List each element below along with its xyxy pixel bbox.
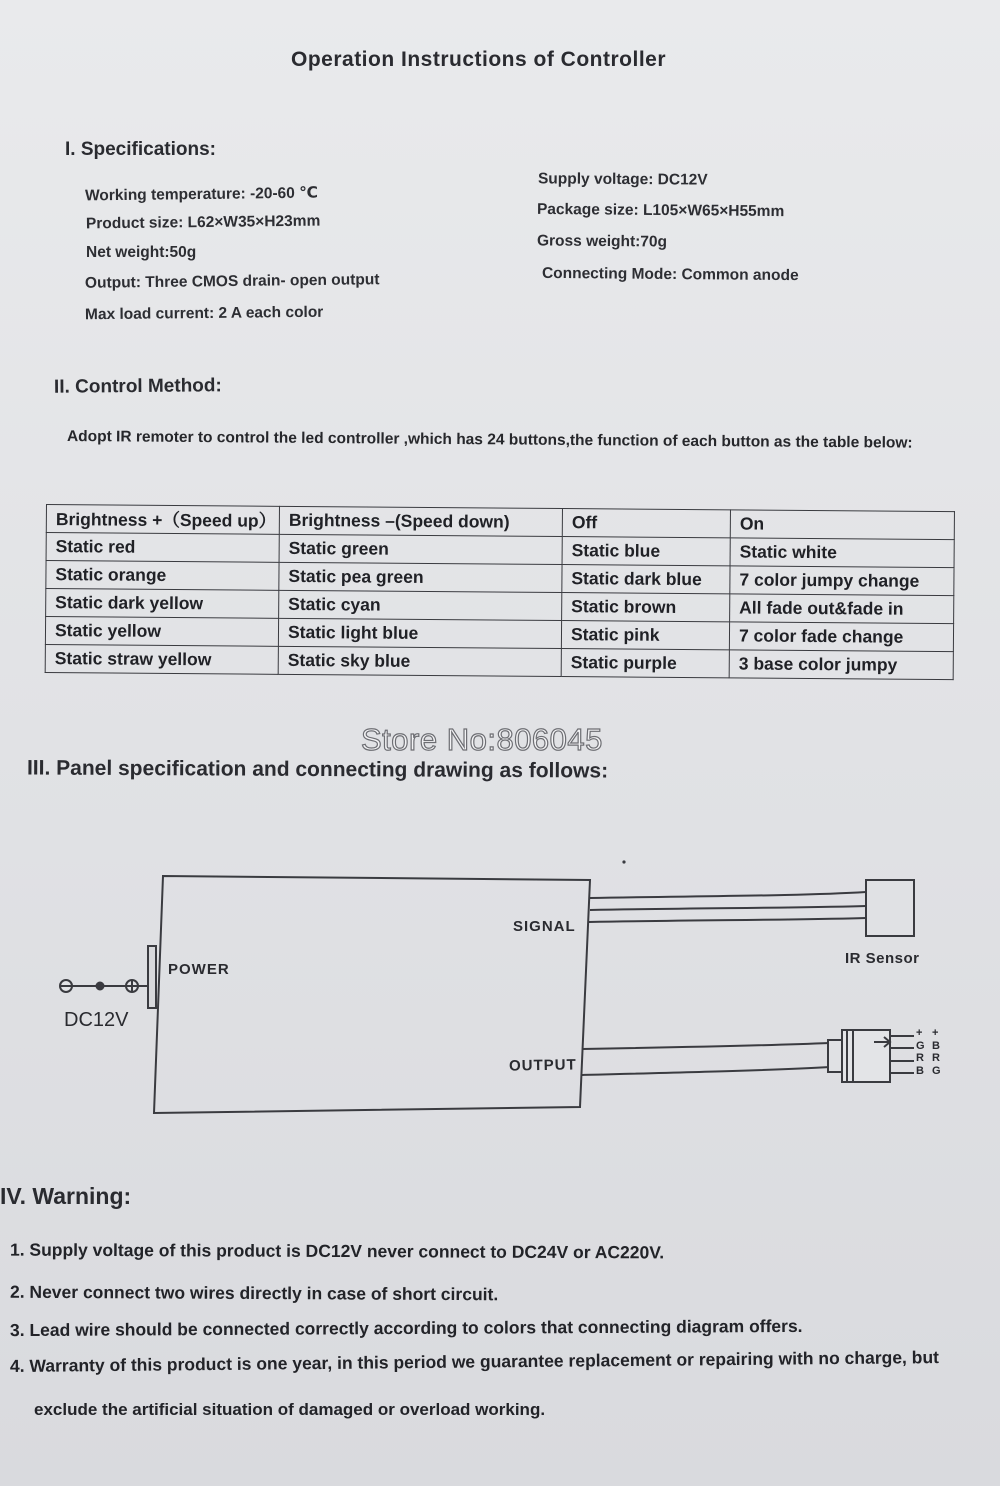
dc12v-label: DC12V	[64, 1009, 129, 1031]
spec-working-temperature: Working temperature: -20-60 ℃	[84, 184, 319, 205]
pin-label: R	[932, 1052, 940, 1064]
warning-item: 3. Lead wire should be connected correctly according to colors that connecting diagram offers.	[9, 1315, 803, 1341]
spec-net-weight: Net weight:50g	[86, 244, 197, 261]
table-cell: 7 color jumpy change	[730, 566, 954, 596]
controller-box	[154, 876, 590, 1113]
table-cell: Static light blue	[278, 618, 561, 648]
spec-max-load-current: Max load current: 2 A each color	[84, 303, 324, 324]
table-cell: Static green	[279, 534, 562, 564]
table-cell: Off	[562, 509, 730, 538]
table-cell: Static pink	[561, 621, 729, 650]
table-cell: Static cyan	[279, 590, 562, 620]
signal-wire-2	[590, 906, 866, 910]
warning-item: 4. Warranty of this product is one year, in this period we guarantee replacement or repairing with no charge, but	[9, 1347, 940, 1376]
output-plug-collar	[828, 1040, 842, 1072]
warning-item-continued: exclude the artificial situation of damaged or overload working.	[34, 1400, 546, 1419]
output-cable-bottom	[581, 1067, 830, 1075]
ir-sensor-label: IR Sensor	[845, 950, 920, 967]
warning-item: 2. Never connect two wires directly in case of short circuit.	[9, 1281, 499, 1305]
table-cell: Static dark blue	[562, 565, 730, 594]
control-method-intro: Adopt IR remoter to control the led controller ,which has 24 buttons,the function of each button as the table below:	[66, 428, 913, 452]
pin-label: B	[916, 1064, 924, 1077]
spec-gross-weight: Gross weight:70g	[536, 232, 668, 251]
table-cell: 3 base color jumpy	[729, 650, 953, 680]
power-label: POWER	[168, 961, 230, 978]
pin-label: G	[932, 1064, 941, 1077]
table-cell: Static red	[46, 533, 279, 563]
table-cell: Static yellow	[45, 617, 278, 647]
pin-label: G	[916, 1039, 925, 1052]
specifications-heading: I. Specifications:	[65, 139, 216, 160]
spec-product-size: Product size: L62×W35×H23mm	[85, 212, 321, 233]
pin-label: R	[916, 1052, 924, 1064]
pin-label: +	[916, 1027, 923, 1039]
signal-wire-1	[590, 892, 866, 898]
table-cell: Brightness –(Speed down)	[279, 506, 562, 536]
spec-package-size: Package size: L105×W65×H55mm	[536, 200, 785, 221]
table-cell: Static orange	[46, 561, 279, 591]
table-cell: Static straw yellow	[45, 644, 278, 674]
spec-supply-voltage: Supply voltage: DC12V	[537, 170, 708, 189]
dc-junction-dot	[97, 983, 104, 990]
control-method-heading: II. Control Method:	[53, 375, 222, 398]
pin-label: +	[932, 1027, 939, 1039]
spec-connecting-mode: Connecting Mode: Common anode	[541, 264, 799, 285]
page-title: Operation Instructions of Controller	[291, 48, 667, 71]
warning-item: 1. Supply voltage of this product is DC12V never connect to DC24V or AC220V.	[9, 1239, 665, 1263]
output-cable-top	[582, 1043, 830, 1049]
table-cell: Static brown	[562, 593, 730, 622]
table-cell: Static purple	[561, 649, 729, 678]
spec-output: Output: Three CMOS drain- open output	[84, 271, 380, 292]
table-cell: Brightness +（Speed up）	[46, 505, 279, 535]
store-watermark: Store No:806045	[361, 722, 603, 757]
table-cell: Static pea green	[279, 562, 562, 592]
panel-heading: III. Panel specification and connecting drawing as follows:	[26, 756, 609, 783]
signal-label: SIGNAL	[513, 918, 576, 935]
table-cell: On	[730, 510, 954, 540]
table-cell: Static white	[730, 538, 954, 568]
table-cell: Static sky blue	[278, 646, 561, 676]
table-cell: Static dark yellow	[46, 589, 279, 619]
output-label: OUTPUT	[508, 1056, 577, 1075]
table-cell: All fade out&fade in	[730, 594, 954, 624]
pin-labels-left	[916, 1027, 928, 1077]
table-cell: 7 color fade change	[729, 622, 953, 652]
ir-sensor-box	[866, 880, 914, 936]
table-cell: Static blue	[562, 537, 730, 566]
output-plug	[842, 1030, 890, 1082]
pin-labels-right	[932, 1027, 944, 1077]
signal-wire-3	[589, 918, 866, 922]
power-connector	[148, 946, 156, 1008]
pin-label: B	[932, 1039, 940, 1052]
warning-heading: IV. Warning:	[0, 1183, 132, 1209]
